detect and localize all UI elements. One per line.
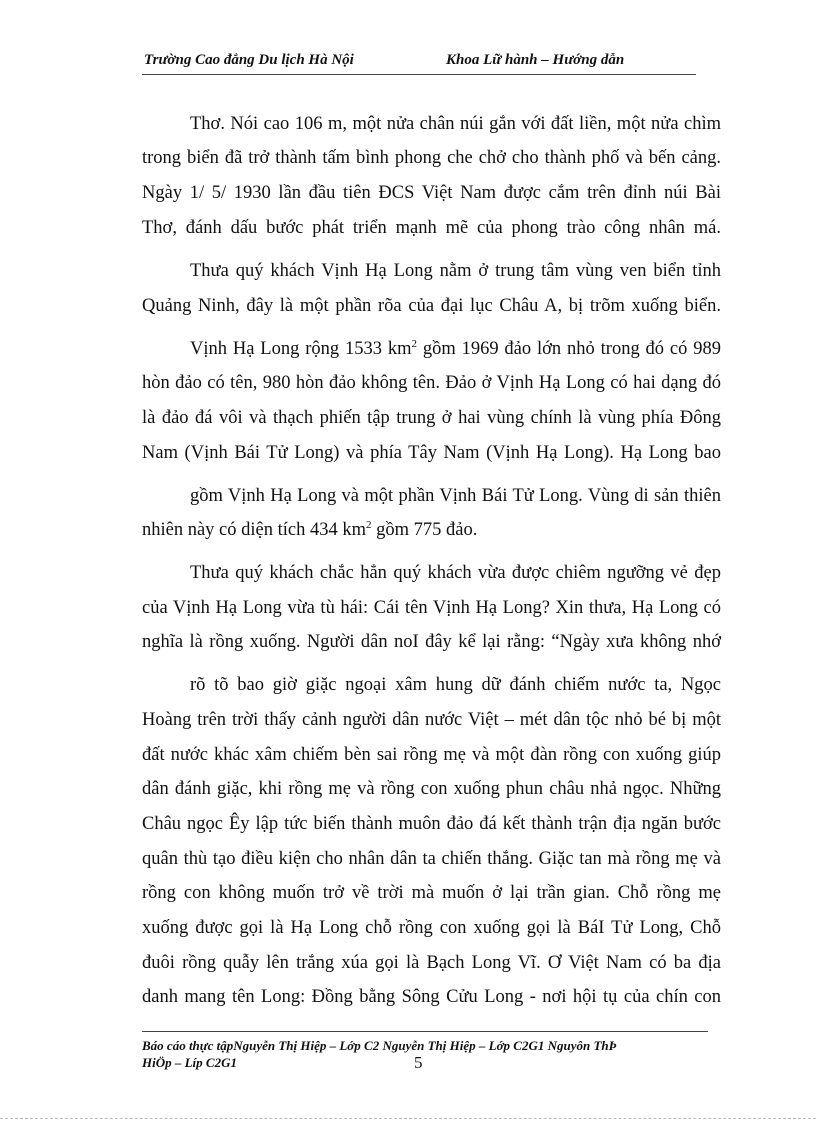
body-line: Hoàng trên trời thấy cảnh người dân nước Việt – mét dân tộc nhỏ bé bị một (142, 710, 721, 730)
body-line: Quảng Ninh, đây là một phần rõa của đại lục Châu A, bị trõm xuống biển. (142, 296, 721, 316)
body-line: hòn đảo có tên, 980 hòn đảo không tên. Đảo ở Vịnh Hạ Long có hai dạng đó (142, 373, 721, 393)
superscript: 2 (366, 519, 372, 531)
body-line: trong biển đã trở thành tấm bình phong che chở cho thành phố và bến cảng. (142, 148, 721, 168)
body-line: Châu ngọc Êy lập tức biến thành muôn đảo đá kết thành trận địa ngăn bước (142, 814, 721, 834)
page-number: 5 (414, 1053, 423, 1072)
body-line: quân thù tạo điều kiện cho nhân dân ta chiến thắng. Giặc tan mà rồng mẹ và (142, 849, 721, 869)
body-line: của Vịnh Hạ Long vừa tù hái: Cái tên Vịnh Hạ Long? Xin thưa, Hạ Long có (142, 598, 721, 618)
header-rule (142, 74, 696, 75)
text-run: nhiên này có diện tích 434 km (142, 520, 367, 540)
footer-overlap-text: Nguyễn Thị Hiệp – Lớp C2G1 Nguyôn ThÞ (382, 1038, 617, 1053)
body-line: rõ tõ bao giờ giặc ngoại xâm hung dữ đánh chiếm nước ta, Ngọc (190, 675, 721, 695)
body-line: Thơ, đánh dấu bước phát triển mạnh mẽ của phong trào công nhân má. (142, 218, 721, 238)
text-run: gồm 775 đảo. (371, 520, 478, 540)
page-edge-rule (0, 1118, 816, 1119)
body-line: danh mang tên Long: Đồng bằng Sông Cửu Long - nơi hội tụ của chín con (142, 987, 721, 1007)
body-line: đuôi rồng quẫy lên trắng xúa gọi là Bạch Long Vĩ. Ơ Việt Nam có ba địa (142, 953, 721, 973)
body-line-with-superscript (142, 518, 721, 542)
footer-author-line: HiÖp – Líp C2G1 (142, 1055, 237, 1070)
text-run: gồm 1969 đảo lớn nhỏ trong đó có 989 (416, 339, 721, 359)
footer-rule (142, 1031, 708, 1032)
header-department: Khoa Lữ hành – Hướng dẫn (446, 52, 625, 68)
body-line: là đảo đá vôi và thạch phiến tập trung ở hai vùng chính là vùng phía Đông (142, 408, 721, 428)
text-run: Vịnh Hạ Long rộng 1533 km (190, 339, 412, 359)
body-line: dân đánh giặc, khi rồng mẹ và rồng con xuống phun châu nhả ngọc. Những (142, 779, 721, 799)
superscript: 2 (411, 338, 417, 350)
body-line: Thơ. Nói cao 106 m, một nửa chân núi gắn với đất liền, một nửa chìm (190, 114, 721, 134)
body-line: Thưa quý khách chắc hẳn quý khách vừa được chiêm ngưỡng vẻ đẹp (190, 563, 721, 583)
body-line: nghĩa là rồng xuống. Người dân noI đây kể lại rằng: “Ngày xưa không nhớ (142, 632, 721, 652)
body-line: Nam (Vịnh Bái Tử Long) và phía Tây Nam (Vịnh Hạ Long). Hạ Long bao (142, 443, 721, 463)
footer-report-line (142, 1038, 722, 1054)
body-line: đất nước khác xâm chiếm bèn sai rồng mẹ và một đàn rồng con xuống giúp (142, 745, 721, 765)
footer-report-text: Báo cáo thực tậpNguyễn Thị Hiệp – Lớp C2 (142, 1038, 383, 1053)
body-line: gồm Vịnh Hạ Long và một phần Vịnh Bái Tử Long. Vùng di sản thiên (190, 486, 721, 506)
body-line: Ngày 1/ 5/ 1930 lần đầu tiên ĐCS Việt Nam được cắm trên đỉnh núi Bài (142, 183, 721, 203)
body-line-with-superscript (190, 337, 721, 361)
body-line: xuống được gọi là Hạ Long chỗ rồng con xuống gọi là BáI Tử Long, Chỗ (142, 918, 721, 938)
body-line: Thưa quý khách Vịnh Hạ Long nằm ở trung tâm vùng ven biển tỉnh (190, 261, 721, 281)
body-line: rồng con không muốn trở về trời mà muốn ở lại trần gian. Chỗ rồng mẹ (142, 883, 721, 903)
header-school-name: Trường Cao đẳng Du lịch Hà Nội (144, 52, 354, 68)
